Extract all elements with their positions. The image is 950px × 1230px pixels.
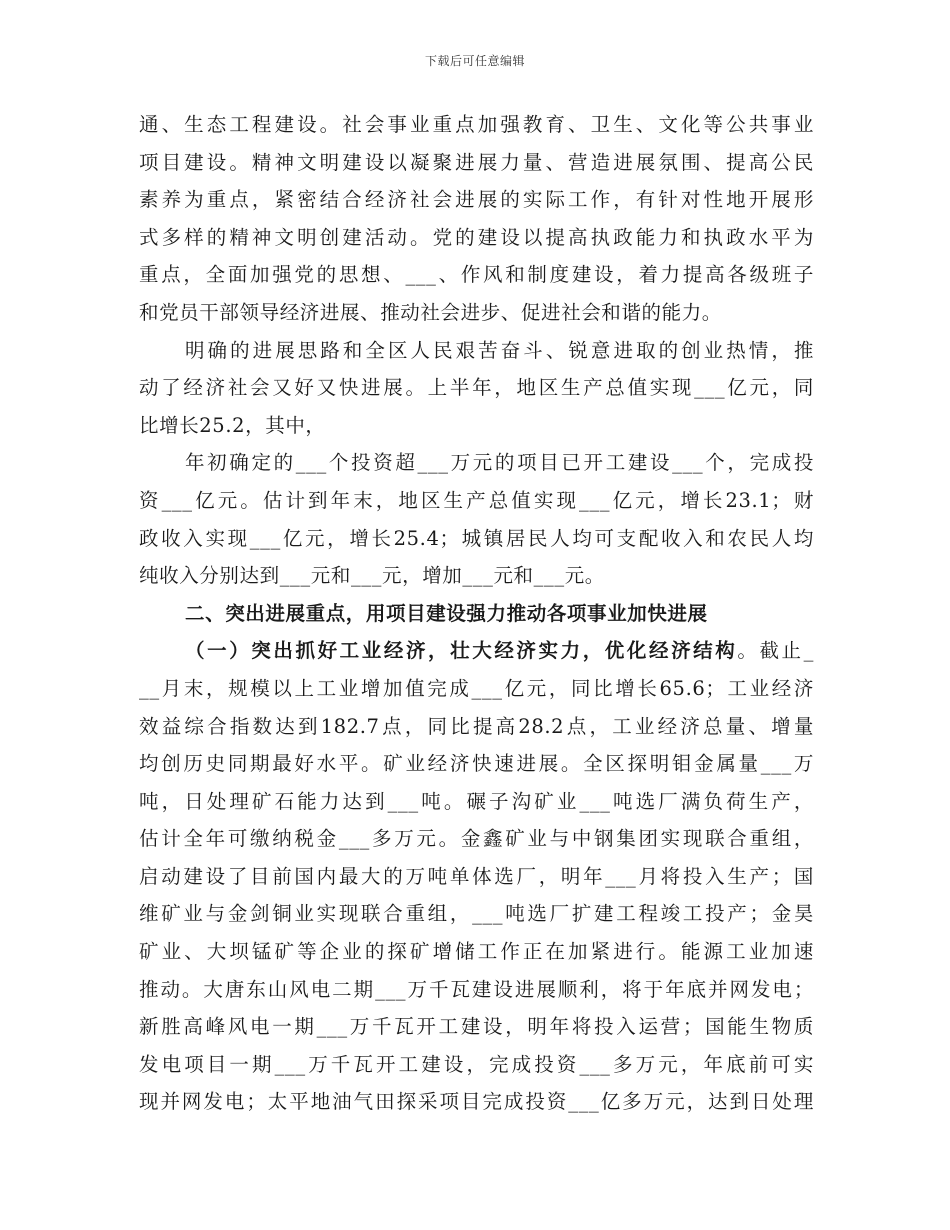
page-header: 下载后可任意编辑 bbox=[424, 54, 525, 68]
text-line: 效益综合指数达到182.7点，同比提高28.2点，工业经济总量、增量 bbox=[139, 714, 814, 738]
text-line: 和党员干部领导经济进展、推动社会进步、促进社会和谐的能力。 bbox=[139, 300, 722, 324]
text-line: 项目建设。精神文明建设以凝聚进展力量、营造进展氛围、提高公民 bbox=[139, 150, 814, 174]
text-line: 均创历史同期最好水平。矿业经济快速进展。全区探明钼金属量___万 bbox=[139, 752, 814, 776]
text-line: 发电项目一期___万千瓦开工建设，完成投资___多万元，年底前可实 bbox=[139, 1052, 814, 1076]
text-line: 吨，日处理矿石能力达到___吨。碾子沟矿业___吨选厂满负荷生产， bbox=[139, 789, 814, 813]
text-line: 启动建设了目前国内最大的万吨单体选厂，明年___月将投入生产；国 bbox=[139, 864, 814, 888]
text-line: 估计全年可缴纳税金___多万元。金鑫矿业与中钢集团实现联合重组， bbox=[139, 827, 814, 851]
text-line: 维矿业与金剑铜业实现联合重组，___吨选厂扩建工程竣工投产；金昊 bbox=[139, 902, 814, 926]
text-line: 式多样的精神文明创建活动。党的建设以提高执政能力和执政水平为 bbox=[139, 225, 814, 249]
text-line: 动了经济社会又好又快进展。上半年，地区生产总值实现___亿元，同 bbox=[139, 376, 814, 400]
paragraph-first-line: 明确的进展思路和全区人民艰苦奋斗、锐意进取的创业热情，推 bbox=[185, 338, 814, 362]
subsection-text: 。截止_ bbox=[737, 639, 814, 663]
text-line: 矿业、大坝锰矿等企业的探矿增储工作正在加紧进行。能源工业加速 bbox=[139, 940, 814, 964]
text-line: 纯收入分别达到___元和___元，增加___元和___元。 bbox=[139, 564, 605, 588]
text-line: 通、生态工程建设。社会事业重点加强教育、卫生、文化等公共事业 bbox=[139, 113, 814, 136]
text-line: 推动。大唐东山风电二期___万千瓦建设进展顺利，将于年底并网发电； bbox=[139, 977, 814, 1001]
subsection-heading: （一）突出抓好工业经济，壮大经济实力，优化经济结构 bbox=[185, 639, 738, 663]
text-line: 政收入实现___亿元，增长25.4；城镇居民人均可支配收入和农民人均 bbox=[139, 526, 814, 550]
text-line: 比增长25.2，其中， bbox=[139, 413, 326, 437]
text-line: 素养为重点，紧密结合经济社会进展的实际工作，有针对性地开展形 bbox=[139, 188, 814, 212]
text-line: 资___亿元。估计到年末，地区生产总值实现___亿元，增长23.1；财 bbox=[139, 488, 814, 512]
paragraph-first-line: 年初确定的___个投资超___万元的项目已开工建设___个，完成投 bbox=[185, 451, 814, 475]
text-line: 重点，全面加强党的思想、___、作风和制度建设，着力提高各级班子 bbox=[139, 263, 814, 287]
text-line: 现并网发电；太平地油气田探采项目完成投资___亿多万元，达到日处理 bbox=[139, 1090, 814, 1114]
subsection-line bbox=[139, 632, 814, 670]
text-line: __月末，规模以上工业增加值完成___亿元，同比增长65.6；工业经济 bbox=[139, 676, 814, 700]
document-body bbox=[139, 106, 814, 1121]
text-line: 新胜高峰风电一期___万千瓦开工建设，明年将投入运营；国能生物质 bbox=[139, 1015, 814, 1039]
section-heading: 二、突出进展重点，用项目建设强力推动各项事业加快进展 bbox=[185, 601, 708, 625]
